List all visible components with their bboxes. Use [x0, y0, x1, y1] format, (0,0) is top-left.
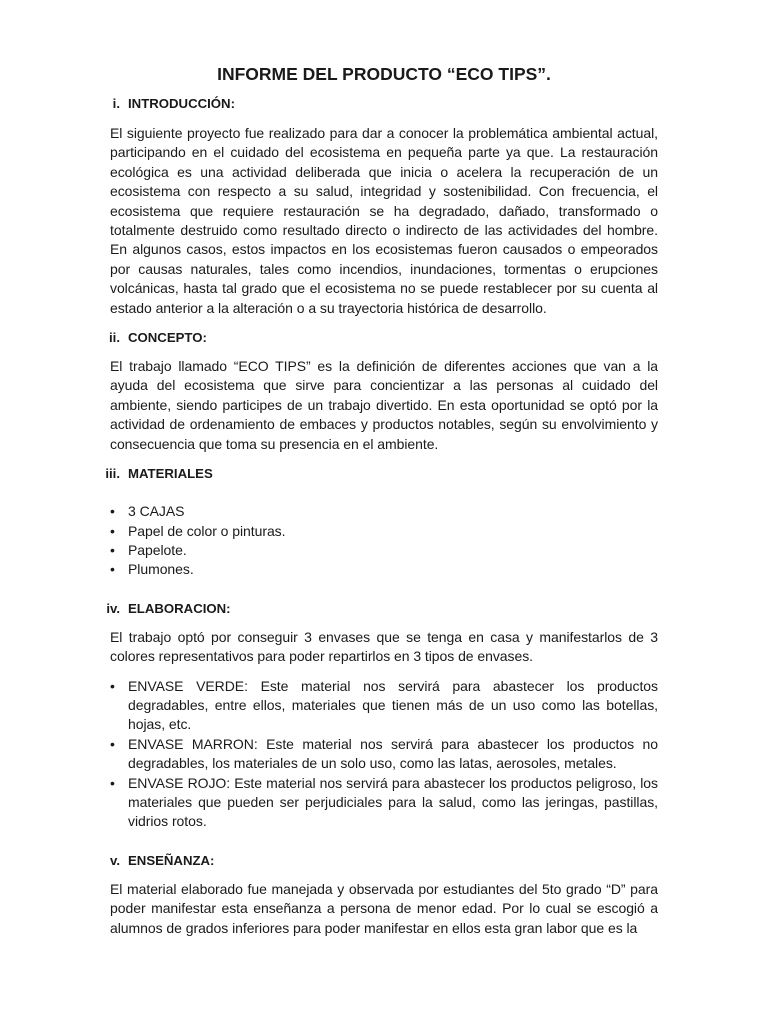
- section-heading-materiales: [105, 464, 658, 483]
- document-body: [105, 94, 658, 938]
- bullet-icon: •: [110, 735, 115, 752]
- section-heading-introduccion: [110, 94, 658, 113]
- section-numeral: ii.: [109, 330, 120, 346]
- materiales-list: [110, 502, 658, 580]
- list-item: [110, 560, 658, 579]
- concepto-paragraph: El trabajo llamado “ECO TIPS” es la definición de diferentes acciones que van a la ayuda del ecosistema que sirve para concientizar a las personas al cuidado del ambiente, siendo participes de un trabajo divertido. En esta oportunidad se optó por la actividad de ordenamiento de embaces y productos notables, según su envolvimiento y consecuencia que toma su presencia en el ambiente.: [110, 358, 658, 452]
- list-item: [110, 774, 658, 832]
- ensenanza-paragraph: El material elaborado fue manejada y observada por estudiantes del 5to grado “D” para poder manifestar esta enseñanza a persona de menor edad. Por lo cual se escogió a alumnos de grados inferiores para poder manifestar en ellos esta gran labor que es la: [110, 880, 658, 936]
- bullet-icon: •: [110, 541, 115, 558]
- envases-list: [110, 677, 658, 832]
- section-numeral: iii.: [105, 466, 120, 482]
- list-item: [110, 522, 658, 541]
- list-item: [110, 735, 658, 774]
- section-numeral: i.: [112, 96, 120, 111]
- list-item: [110, 677, 658, 735]
- bullet-icon: •: [110, 677, 115, 694]
- introduccion-paragraph: El siguiente proyecto fue realizado para dar a conocer la problemática ambiental actual, participando en el cuidado del ecosistema en pequeña parte ya que. La restauración ecológica es una actividad deliberada que inicia o acelera la recuperación de un ecosistema con respecto a su salud, integridad y sostenibilidad. Con frecuencia, el ecosistema que requiere restauración se ha degradado, dañado, transformado o totalmente destruido como resultado directo o indirecto de las actividades del hombre. En algunos casos, estos impactos en los ecosistemas fueron causados o empeorados por causas naturales, tales como incendios, inundaciones, tormentas o erupciones volcánicas, hasta tal grado que el ecosistema no se puede restablecer por su cuenta al estado anterior a la alteración o a su trayectoria histórica de desarrollo.: [110, 125, 658, 316]
- bullet-icon: •: [110, 503, 115, 520]
- list-item-text: ENVASE ROJO: Este material nos servirá para abastecer los productos peligroso, los materiales que pueden ser perjudiciales para la salud, como las jeringas, pastillas, vidrios rotos.: [128, 774, 658, 830]
- section-heading-label: INTRODUCCIÓN:: [128, 96, 235, 111]
- section-heading-concepto: [110, 328, 658, 347]
- section-heading-elaboracion: [106, 599, 658, 618]
- list-item-text: 3 CAJAS: [128, 503, 185, 520]
- section-heading-ensenanza: [110, 851, 658, 870]
- list-item: [110, 502, 658, 521]
- list-item-text: ENVASE MARRON: Este material nos servirá para abastecer los productos no degradables, los materiales de un solo uso, como las latas, aerosoles, metales.: [128, 735, 658, 772]
- section-numeral: v.: [109, 852, 120, 868]
- section-heading-label: ENSEÑANZA:: [128, 852, 215, 868]
- section-heading-label: ELABORACION:: [128, 600, 231, 616]
- section-numeral: iv.: [106, 600, 120, 616]
- list-item: [110, 541, 658, 560]
- section-heading-label: CONCEPTO:: [128, 330, 207, 346]
- list-item-text: Plumones.: [128, 561, 194, 578]
- document-title: INFORME DEL PRODUCTO “ECO TIPS”.: [217, 64, 551, 84]
- section-heading-label: MATERIALES: [128, 466, 213, 482]
- bullet-icon: •: [110, 774, 115, 791]
- bullet-icon: •: [110, 561, 115, 578]
- list-item-text: ENVASE VERDE: Este material nos servirá para abastecer los productos degradables, entre ellos, materiales que tienen más de un uso como las botellas, hojas, etc.: [128, 677, 658, 733]
- list-item-text: Papelote.: [128, 541, 187, 558]
- elaboracion-paragraph: El trabajo optó por conseguir 3 envases que se tenga en casa y manifestarlos de 3 colores representativos para poder repartirlos en 3 tipos de envases.: [110, 628, 658, 665]
- bullet-icon: •: [110, 522, 115, 539]
- list-item-text: Papel de color o pinturas.: [128, 522, 286, 539]
